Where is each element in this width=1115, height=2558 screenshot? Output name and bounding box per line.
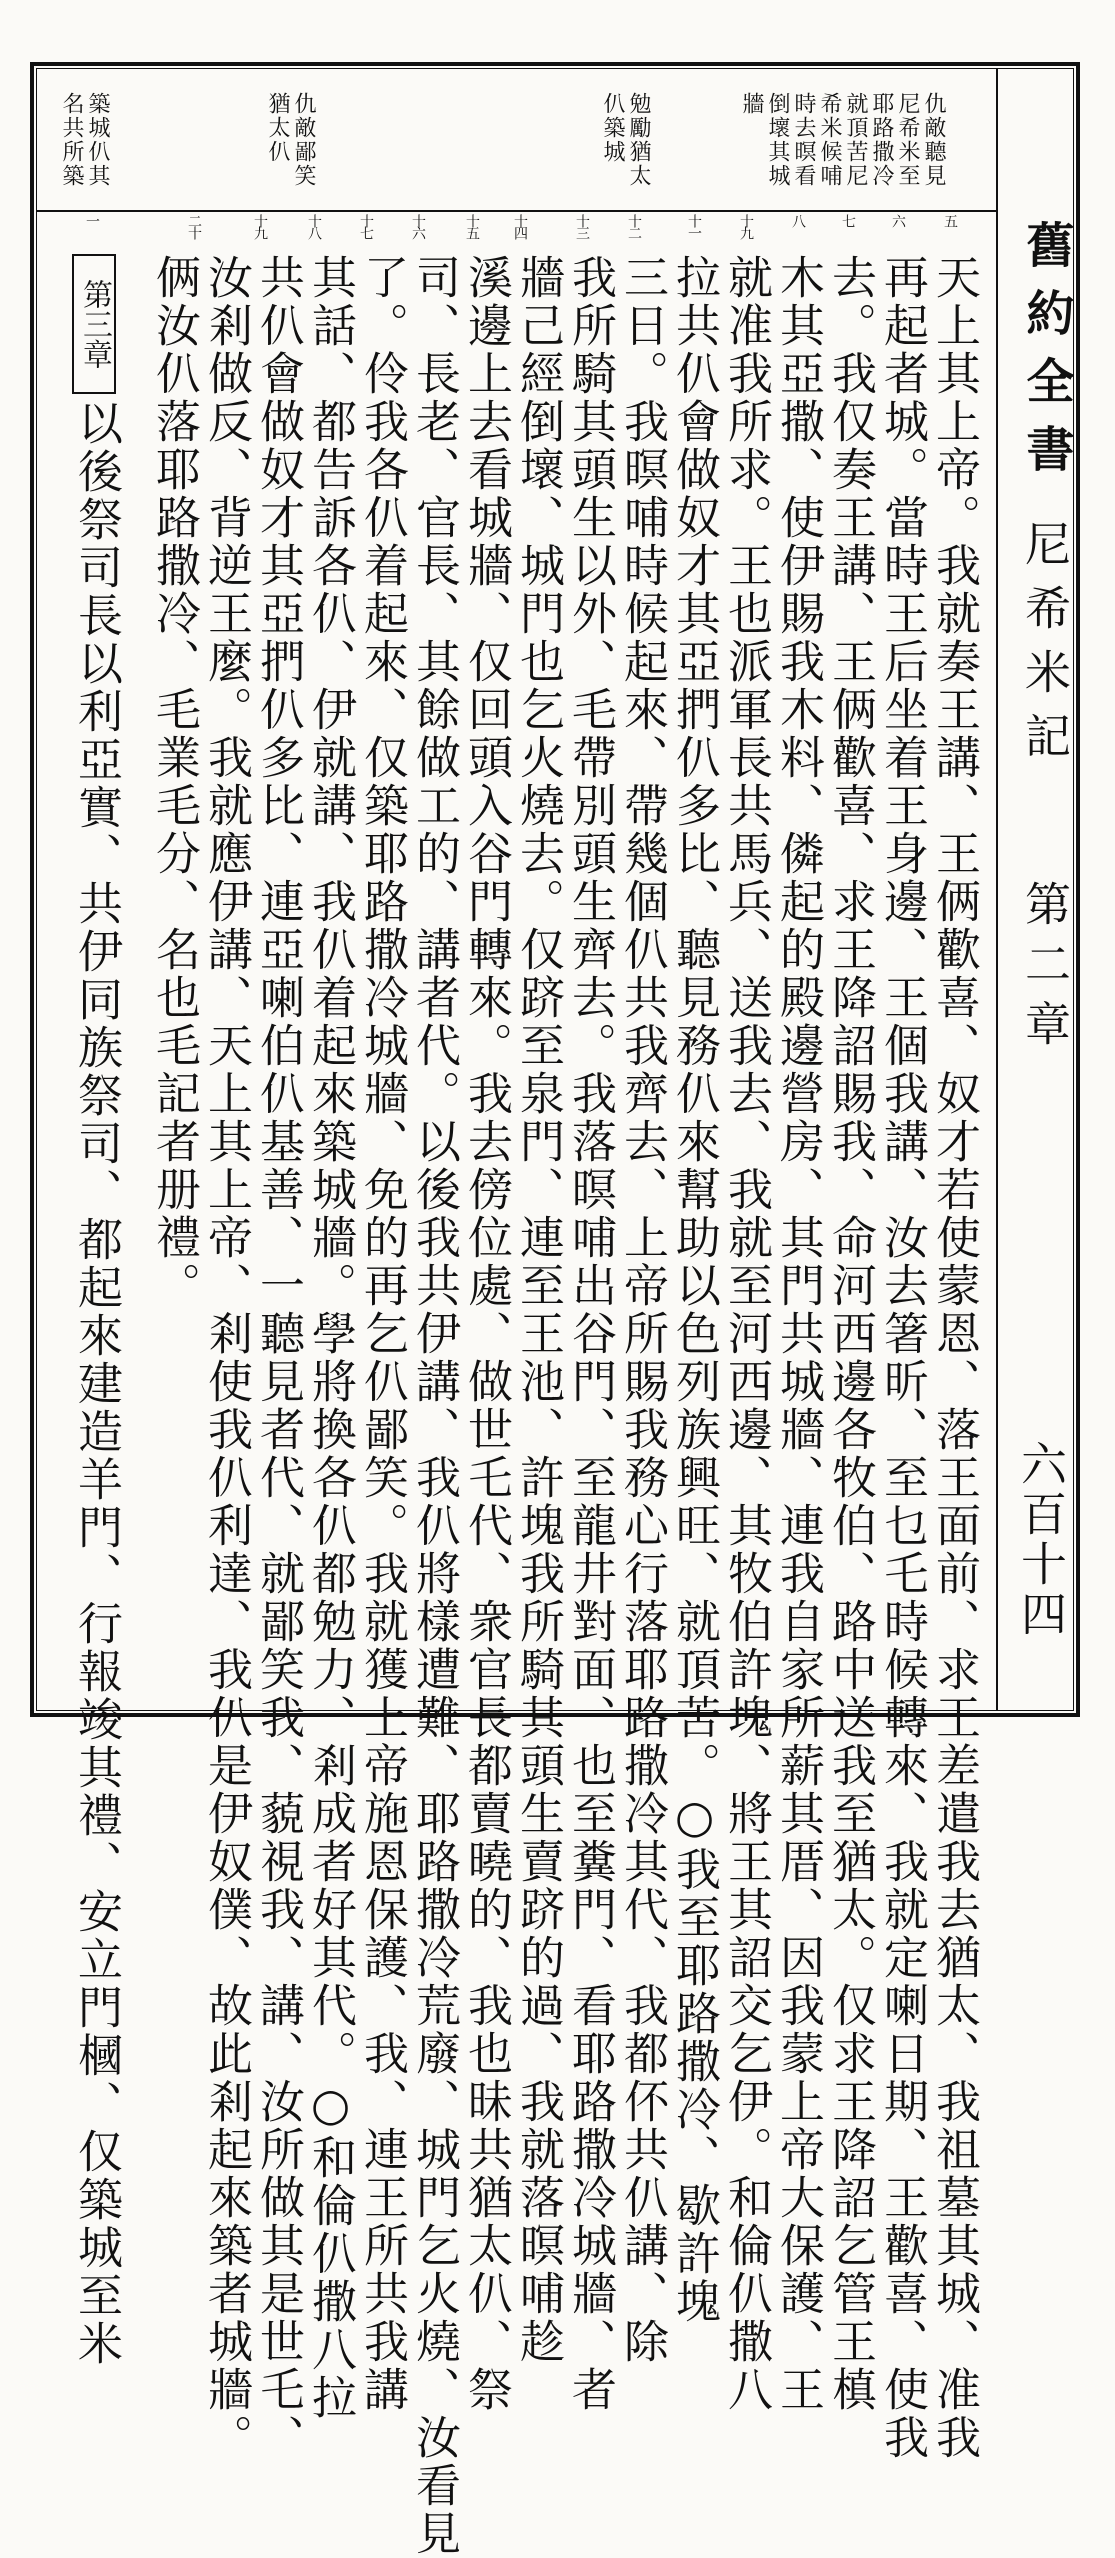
margin-note: 牆: [739, 92, 764, 116]
margin-note: 名共所築: [59, 92, 84, 188]
text-column: 汝剎做反、背逆王麼。我就應伊講、天上其上帝、剎使我仈利達、我仈是伊奴僕、故此剎起來築者城牆。: [200, 254, 253, 2462]
margin-note: 就頂苦尼: [843, 92, 868, 188]
verse-marker: 七: [840, 214, 856, 226]
chapter-title: 第二章: [1018, 880, 1072, 1060]
text-column: 去。我仅奏王講、王俩歡喜、求王降詔賜我、命河西邊各牧伯、路中送我至猶太。仅求王降詔乞管王槙: [824, 254, 877, 2414]
text-column: 其話、都告訴各仈、伊就講、我仈着起來築城牆。學將換各仈都勉力、剎成者好其代。○和倫仈撒八拉: [304, 254, 357, 2422]
verse-marker: 十九: [738, 214, 754, 238]
verse-marker: 十六: [410, 214, 426, 238]
verse-marker: 八: [790, 214, 806, 226]
verse-marker: 六: [890, 214, 906, 226]
margin-note: 仈築城: [600, 92, 625, 164]
header-rule: [996, 68, 998, 1711]
verse-marker: 十八: [306, 214, 322, 238]
margin-note: 勉勵猶太: [626, 92, 651, 188]
verse-marker: 十四: [512, 214, 528, 238]
text-column: 以後祭司長以利亞實、共伊同族祭司、都起來建造羊門、行報竣其禮、安立門槶、仅築城至米: [70, 400, 123, 2368]
margin-note: 仇敵鄙笑: [291, 92, 316, 188]
margin-note: 尼希米至: [895, 92, 920, 188]
verse-marker: 二十: [186, 214, 202, 238]
text-column: 俩汝仈落耶路撒冷、毛業毛分、名也毛記者册禮。: [148, 254, 201, 1310]
chapter-three-marker: 第三章: [72, 254, 116, 394]
margin-note: 猶太仈: [265, 92, 290, 164]
text-column: 司、長老、官長、其餘做工的、講者代。以後我共伊講、我仈將樣遭難、耶路撒冷荒廢、城門乞火燒、汝看見: [408, 254, 461, 2558]
book-collection-title: 舊約全書: [1018, 220, 1074, 492]
text-column: 再起者城。當時王后坐着王身邊、王個我講、汝去箸昕、至乜乇時候轉來、我就定喇日期、王歡喜、使我: [876, 254, 929, 2462]
text-column: 木其亞撒、使伊賜我木料、僯起的殿邊營房、其門共城牆、連我自家所薪其厝、因我蒙上帝大保護、王: [772, 254, 825, 2414]
text-column: 共仈會做奴才其亞捫仈多比、連亞喇伯仈基善、一聽見者代、就鄙笑我、藐視我、講、汝所做其是世乇、: [252, 254, 305, 2462]
verse-marker: 十二: [626, 214, 642, 238]
margin-note: 築城仈其: [85, 92, 110, 188]
page-number: 六百十四: [1014, 1440, 1068, 1640]
text-column: 溪邊上去看城牆、仅回頭入谷門轉來。我去傍位處、做世乇代、衆官長都賣曉的、我也昧共猶太仈、祭: [460, 254, 513, 2414]
text-column: 拉共仈會做奴才其亞捫仈多比、聽見務仈來幫助以色列族興旺、就頂苦。○我至耶路撒冷、歇許塊: [668, 254, 721, 2326]
margin-note: 希米候哺: [817, 92, 842, 188]
verse-marker: 十七: [358, 214, 374, 238]
verse-marker: 一: [84, 214, 100, 226]
margin-note: 倒壞其城: [765, 92, 790, 188]
verse-marker: 十五: [464, 214, 480, 238]
text-column: 就准我所求。王也派軍長共馬兵、送我去、我就至河西邊、其牧伯許塊、將王其詔交乞伊。和倫仈撒八: [720, 254, 773, 2414]
verse-marker: 十九: [252, 214, 268, 238]
verse-marker: 十一: [686, 214, 702, 238]
text-column: 了。伶我各仈着起來、仅築耶路撒冷城牆、免的再乞仈鄙笑。我就獲上帝施恩保護、我、連王所共我講: [356, 254, 409, 2414]
text-column: 三日。我暝哺時候起來、帶幾個仈共我齊去、上帝所賜我務心行落耶路撒冷其代、我都伓共仈講、除: [616, 254, 669, 2366]
text-column: 牆己經倒壞、城門也乞火燒去。仅跻至泉門、連至王池、許塊我所騎其頭生賣跻的過、我就落暝哺趁: [512, 254, 565, 2366]
text-column: 天上其上帝。我就奏王講、王俩歡喜、奴才若使蒙恩、落王面前、求王差遣我去猶太、我祖墓其城、准我: [928, 254, 981, 2462]
text-column: 我所騎其頭生以外、毛帶別頭生齊去。我落暝哺出谷門、至龍井對面、也至糞門、看耶路撒冷城牆、者: [564, 254, 617, 2414]
verse-marker: 五: [942, 214, 958, 226]
notes-separator: [36, 210, 996, 212]
margin-note: 仇敵聽見: [921, 92, 946, 188]
verse-marker: 十三: [574, 214, 590, 238]
margin-note: 時去暝看: [791, 92, 816, 188]
book-title: 尼希米記: [1018, 520, 1072, 776]
margin-note: 耶路撒冷: [869, 92, 894, 188]
